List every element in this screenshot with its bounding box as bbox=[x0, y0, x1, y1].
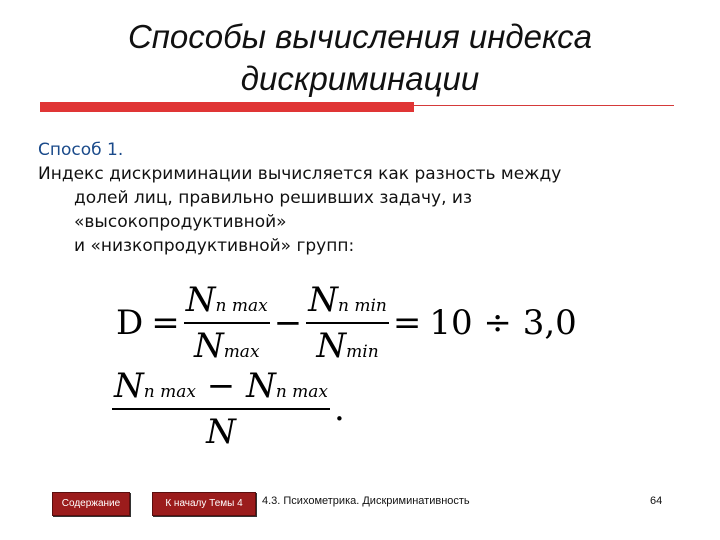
slide-body bbox=[38, 138, 678, 258]
formula-lhs: D bbox=[116, 303, 144, 343]
body-line-1: Индекс дискриминации вычисляется как разность между bbox=[38, 164, 562, 184]
discrimination-formula bbox=[112, 280, 720, 452]
formula-equals-2: = bbox=[392, 303, 422, 343]
slide-title bbox=[40, 16, 680, 100]
contents-button[interactable]: Содержание bbox=[52, 492, 130, 516]
fraction-high-numerator-sub: n max bbox=[215, 296, 268, 316]
fraction-low-numerator: N bbox=[308, 280, 338, 320]
fraction-diff-num-a-sub: n max bbox=[143, 382, 196, 402]
fraction-low-group bbox=[306, 280, 389, 366]
formula-end-period: . bbox=[334, 389, 345, 429]
fraction-low-denominator: N bbox=[316, 326, 347, 366]
fraction-difference bbox=[112, 366, 330, 452]
fraction-high-denominator: N bbox=[193, 326, 224, 366]
formula-equals: = bbox=[151, 303, 180, 343]
slide-title-line2: дискриминации bbox=[240, 60, 480, 97]
formula-minus: − bbox=[273, 303, 303, 343]
page-number: 64 bbox=[650, 495, 663, 507]
fraction-high-group bbox=[184, 280, 270, 366]
fraction-low-numerator-sub: n min bbox=[337, 296, 387, 316]
fraction-high-denominator-sub: max bbox=[223, 342, 260, 362]
body-line-2: долей лиц, правильно решивших задачу, из bbox=[74, 188, 472, 208]
title-divider-bar bbox=[40, 102, 414, 112]
footer-section: 4.3. Психометрика. Дискриминативность bbox=[262, 495, 470, 507]
formula-range: 10 ÷ 3,0 bbox=[429, 303, 577, 343]
fraction-diff-denominator: N bbox=[206, 412, 236, 452]
topic-start-button[interactable]: К началу Темы 4 bbox=[152, 492, 256, 516]
body-line-3: «высокопродуктивной» bbox=[74, 212, 287, 232]
slide-title-line1: Способы вычисления индекса bbox=[127, 18, 593, 55]
fraction-diff-num-a: N bbox=[114, 366, 144, 406]
method-label: Способ 1. bbox=[38, 140, 124, 160]
fraction-diff-num-b-sub: n max bbox=[275, 382, 329, 402]
fraction-high-numerator: N bbox=[185, 280, 216, 320]
body-line-4: и «низкопродуктивной» групп: bbox=[74, 236, 355, 256]
fraction-low-denominator-sub: min bbox=[346, 342, 379, 362]
fraction-diff-num-b: N bbox=[246, 366, 276, 406]
fraction-diff-minus: − bbox=[195, 366, 247, 406]
